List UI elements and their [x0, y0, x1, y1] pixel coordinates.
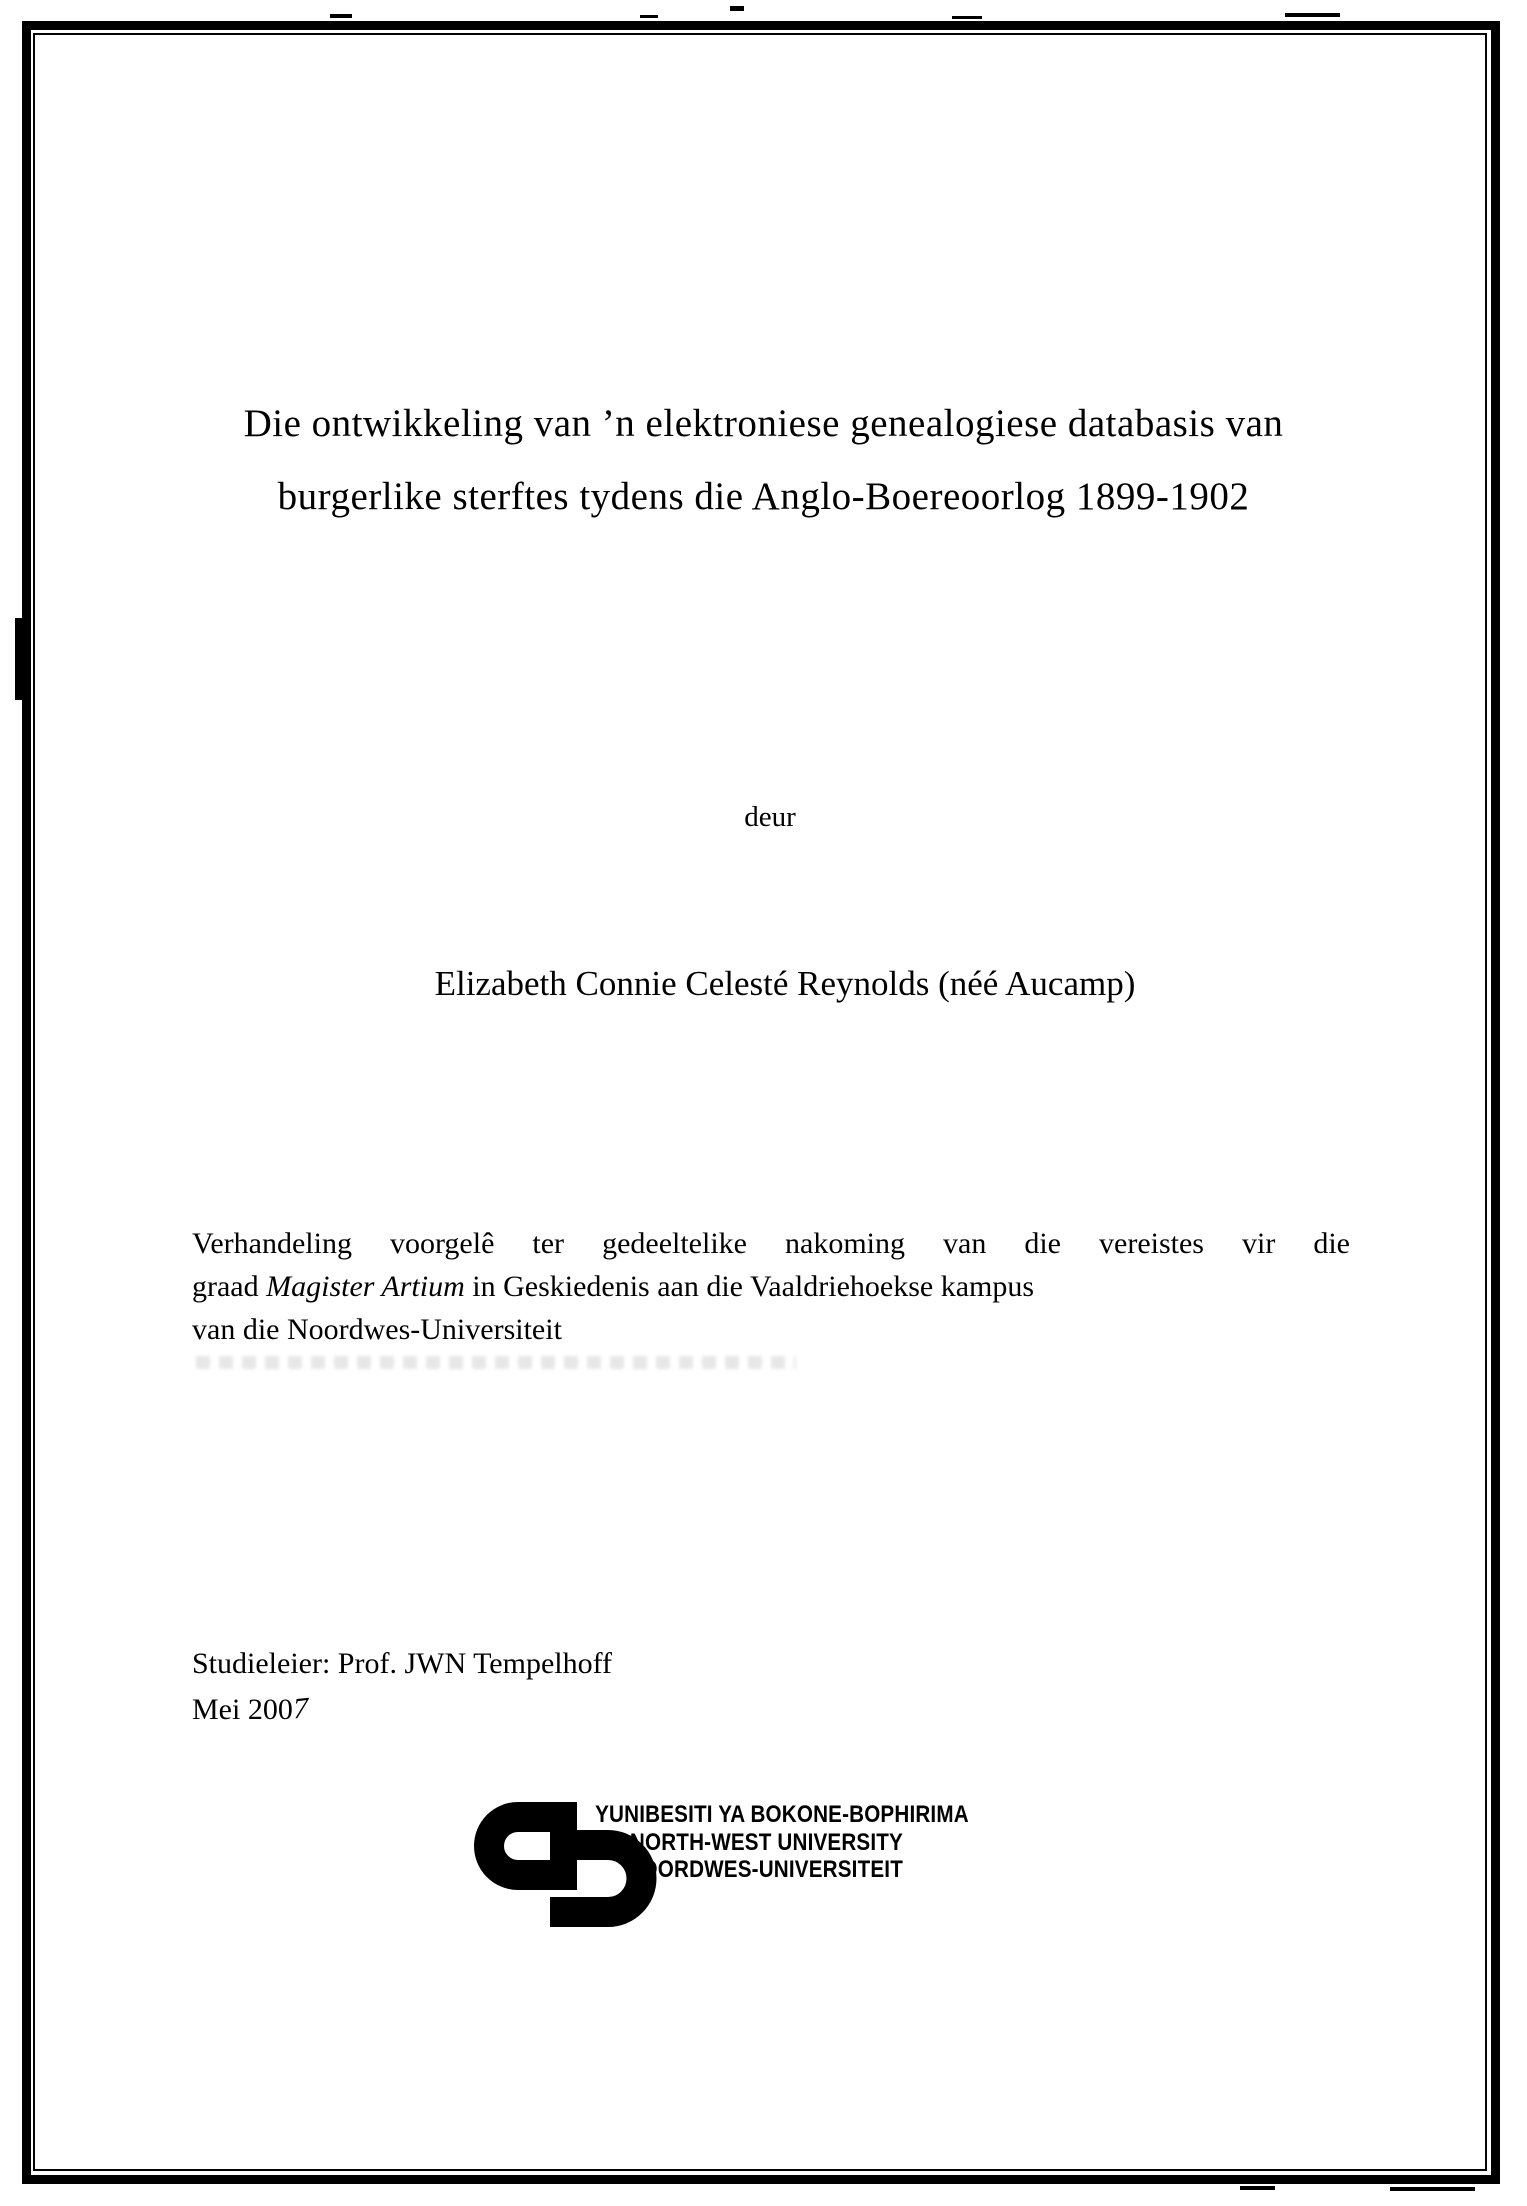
- author-name: Elizabeth Connie Celesté Reynolds (néé Aucamp): [434, 964, 1136, 1003]
- thesis-title-line-1: Die ontwikkeling van ’n elektroniese genealogiese databasis van: [243, 402, 1284, 445]
- thesis-title: [60, 387, 1467, 533]
- university-name-english: NORTH-WEST UNIVERSITY: [629, 1828, 903, 1856]
- date-prefix: Mei 200: [192, 1693, 293, 1726]
- degree-statement-line-3: van die Noordwes-Universiteit: [192, 1313, 562, 1346]
- degree-name-italic: Magister Artium: [266, 1270, 465, 1303]
- degree-statement-line-2-post: in Geskiedenis aan die Vaaldriehoekse kampus: [472, 1270, 1035, 1303]
- show-through-ghost-text: [196, 1356, 796, 1369]
- scan-artifact: [1285, 13, 1340, 17]
- thesis-title-line-2: burgerlike sterftes tydens die Anglo-Boereoorlog 1899-1902: [277, 475, 1250, 518]
- degree-statement-line-1: Verhandeling voorgelê ter gedeeltelike nakoming van die vereistes vir die: [192, 1227, 1350, 1260]
- scan-artifact: [730, 6, 744, 11]
- degree-statement-line-2-pre: graad: [192, 1270, 259, 1303]
- university-name-block: [595, 1801, 969, 1884]
- university-name-afrikaans: NOORDWES-UNIVERSITEIT: [626, 1856, 903, 1883]
- date-line: [192, 1687, 612, 1733]
- scan-artifact: [952, 16, 982, 19]
- scan-artifact: [15, 618, 24, 700]
- scan-artifact: [640, 15, 658, 18]
- byline-deur: deur: [744, 801, 796, 833]
- scan-artifact: [330, 14, 352, 18]
- date-last-digit: 7: [290, 1691, 311, 1726]
- degree-statement: [192, 1222, 1350, 1351]
- supervisor-line: Studieleier: Prof. JWN Tempelhoff: [192, 1647, 613, 1680]
- scan-artifact: [1390, 2187, 1475, 2191]
- supervisor-block: [192, 1641, 612, 1733]
- scan-artifact: [1240, 2186, 1275, 2190]
- degree-statement-line-2: [192, 1265, 1350, 1308]
- university-name-setswana: YUNIBESITI YA BOKONE-BOPHIRIMA: [595, 1801, 969, 1828]
